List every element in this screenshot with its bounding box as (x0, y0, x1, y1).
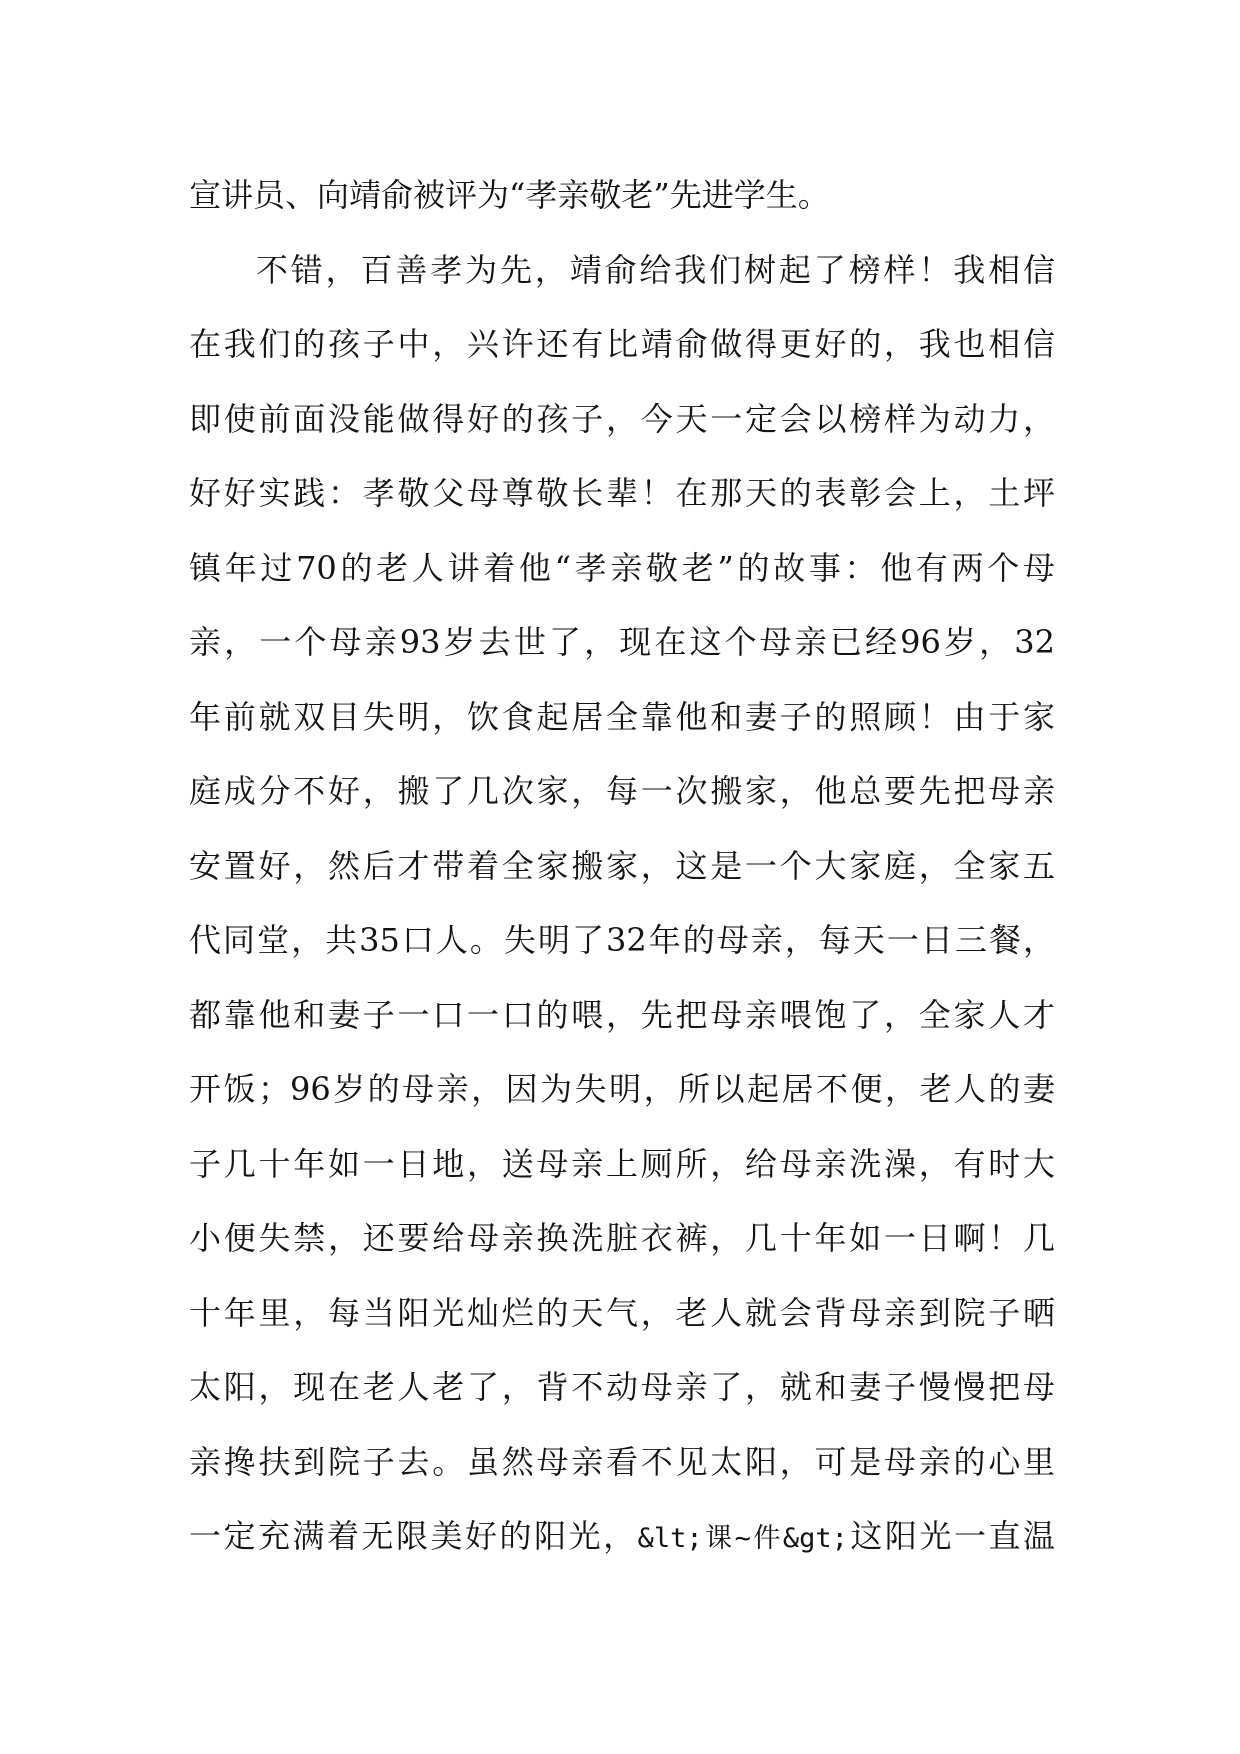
text-line: 太阳，现在老人老了，背不动母亲了，就和妻子慢慢把母 (189, 1368, 1055, 1406)
text-line: 即使前面没能做得好的孩子，今天一定会以榜样为动力， (189, 399, 1055, 438)
text-line: 镇年过70的老人讲着他“孝亲敬老”的故事：他有两个母 (189, 548, 1055, 587)
body-text (189, 158, 1055, 1574)
line-text: 不错，百善孝为先，靖俞给我们树起了榜样！我相信 (253, 250, 1055, 289)
text-line: 都靠他和妻子一口一口的喂，先把母亲喂饱了，全家人才 (189, 995, 1055, 1034)
text-line: 亲搀扶到院子去。虽然母亲看不见太阳，可是母亲的心里 (189, 1442, 1055, 1481)
escaped-tag-text: &lt;课~件&gt; (637, 1523, 848, 1554)
text-line: 代同堂，共35口人。失明了32年的母亲，每天一日三餐， (189, 921, 1055, 959)
text-line: 亲，一个母亲93岁去世了，现在这个母亲已经96岁，32 (189, 623, 1055, 661)
paragraph-first-line (189, 233, 1055, 308)
text-line: 安置好，然后才带着全家搬家，这是一个大家庭，全家五 (189, 846, 1055, 885)
text-line: 小便失禁，还要给母亲换洗脏衣裤，几十年如一日啊！几 (189, 1219, 1055, 1257)
text-line: 庭成分不好，搬了几次家，每一次搬家，他总要先把母亲 (189, 772, 1055, 810)
text-line: 十年里，每当阳光灿烂的天气，老人就会背母亲到院子晒 (189, 1293, 1055, 1332)
line-text-after: 这阳光一直温 (847, 1517, 1055, 1555)
text-line: 在我们的孩子中，兴许还有比靖俞做得更好的，我也相信 (189, 325, 1055, 363)
line-text-before: 一定充满着无限美好的阳光， (189, 1517, 638, 1555)
text-line: 宣讲员、向靖俞被评为“孝亲敬老”先进学生。 (189, 176, 830, 214)
text-line-last (189, 1499, 1055, 1574)
text-line: 子几十年如一日地，送母亲上厕所，给母亲洗澡，有时大 (189, 1144, 1055, 1183)
text-line: 开饭；96岁的母亲，因为失明，所以起居不便，老人的妻 (189, 1070, 1055, 1108)
text-line: 好好实践：孝敬父母尊敬长辈！在那天的表彰会上，土坪 (189, 474, 1055, 512)
text-line: 年前就双目失明，饮食起居全靠他和妻子的照顾！由于家 (189, 697, 1055, 736)
